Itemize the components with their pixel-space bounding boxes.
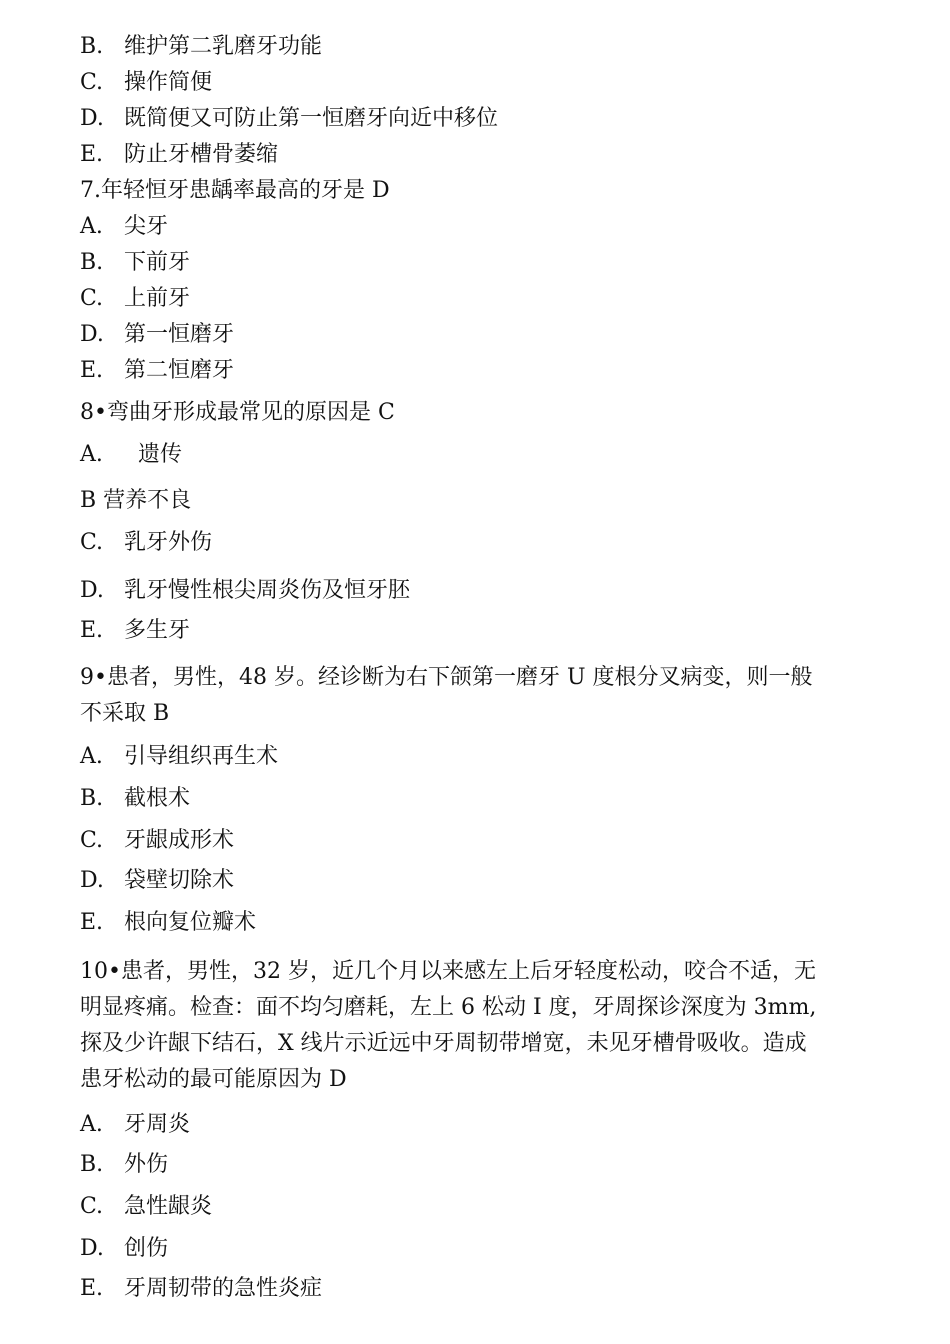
question-text: 不采取 B xyxy=(80,701,170,726)
option-line xyxy=(80,68,212,98)
option-line xyxy=(80,486,191,516)
question-10 xyxy=(80,954,875,1098)
option-letter: B. xyxy=(80,786,104,811)
option-text: 外伤 xyxy=(124,1152,169,1177)
option-letter: E. xyxy=(80,142,104,167)
option-line xyxy=(80,284,190,314)
option-line xyxy=(80,140,278,170)
option-letter: A. xyxy=(80,442,103,467)
option-line xyxy=(80,576,410,606)
option-line xyxy=(80,440,182,470)
question-8 xyxy=(80,398,395,428)
option-line xyxy=(80,320,234,350)
option-letter: B. xyxy=(80,34,104,59)
option-letter: C. xyxy=(80,530,104,555)
option-line xyxy=(80,1234,168,1264)
option-letter: C. xyxy=(80,286,104,311)
option-text: 既简便又可防止第一恒磨牙向近中移位 xyxy=(124,106,499,131)
question-text: 10•患者，男性，32 岁，近几个月以来感左上后牙轻度松动，咬合不适，无 xyxy=(80,959,816,984)
option-line xyxy=(80,1274,322,1304)
option-text: 操作简便 xyxy=(124,70,213,95)
option-letter: B. xyxy=(80,1152,104,1177)
option-line xyxy=(80,784,190,814)
question-text: 患牙松动的最可能原因为 D xyxy=(80,1067,347,1092)
option-letter: D. xyxy=(80,322,104,347)
option-letter: E. xyxy=(80,1276,104,1301)
option-letter: E. xyxy=(80,910,104,935)
option-line xyxy=(80,248,190,278)
question-9 xyxy=(80,660,875,732)
option-text: 根向复位瓣术 xyxy=(124,910,257,935)
option-letter: A. xyxy=(80,214,103,239)
option-text: 乳牙慢性根尖周炎伤及恒牙胚 xyxy=(124,578,411,603)
option-text: 第一恒磨牙 xyxy=(124,322,235,347)
option-letter: D. xyxy=(80,106,104,131)
option-line xyxy=(80,104,498,134)
option-text: 急性龈炎 xyxy=(124,1194,213,1219)
question-text: 明显疼痛。检查：面不均匀磨耗，左上 6 松动 I 度，牙周探诊深度为 3mm, xyxy=(80,995,817,1020)
option-letter: E. xyxy=(80,358,104,383)
option-line xyxy=(80,742,278,772)
option-text: 第二恒磨牙 xyxy=(124,358,235,383)
option-text: 上前牙 xyxy=(124,286,191,311)
question-7 xyxy=(80,176,390,206)
option-text: 下前牙 xyxy=(124,250,191,275)
option-text: B 营养不良 xyxy=(80,488,192,513)
option-text: 引导组织再生术 xyxy=(124,744,279,769)
option-line xyxy=(80,1150,168,1180)
option-line xyxy=(80,212,168,242)
option-text: 多生牙 xyxy=(124,618,191,643)
option-letter: E. xyxy=(80,618,104,643)
question-text: 7.年轻恒牙患龋率最高的牙是 D xyxy=(80,178,390,203)
option-line xyxy=(80,908,256,938)
option-letter: D. xyxy=(80,1236,104,1261)
option-line xyxy=(80,32,322,62)
option-letter: B. xyxy=(80,250,104,275)
option-text: 创伤 xyxy=(124,1236,169,1261)
option-letter: C. xyxy=(80,70,104,95)
option-text: 牙龈成形术 xyxy=(124,828,235,853)
option-letter: D. xyxy=(80,578,104,603)
option-letter: A. xyxy=(80,744,103,769)
option-text: 维护第二乳磨牙功能 xyxy=(124,34,323,59)
option-text: 袋壁切除术 xyxy=(124,868,235,893)
option-text: 截根术 xyxy=(124,786,191,811)
option-line xyxy=(80,356,234,386)
option-letter: C. xyxy=(80,828,104,853)
option-text: 牙周炎 xyxy=(124,1112,191,1137)
option-line xyxy=(80,826,234,856)
option-line xyxy=(80,528,212,558)
option-text: 乳牙外伤 xyxy=(124,530,213,555)
option-text: 牙周韧带的急性炎症 xyxy=(124,1276,323,1301)
question-text: 9•患者，男性，48 岁。经诊断为右下颌第一磨牙 U 度根分叉病变，则一般 xyxy=(80,665,813,690)
option-line xyxy=(80,1110,190,1140)
option-letter: C. xyxy=(80,1194,104,1219)
option-text: 防止牙槽骨萎缩 xyxy=(124,142,279,167)
option-letter: A. xyxy=(80,1112,103,1137)
question-text: 探及少许龈下结石，X 线片示近远中牙周韧带增宽，未见牙槽骨吸收。造成 xyxy=(80,1031,807,1056)
question-text: 8•弯曲牙形成最常见的原因是 C xyxy=(80,400,395,425)
option-letter: D. xyxy=(80,868,104,893)
option-line xyxy=(80,616,190,646)
option-text: 尖牙 xyxy=(124,214,169,239)
option-text: 遗传 xyxy=(138,442,183,467)
option-line xyxy=(80,1192,212,1222)
option-line xyxy=(80,866,234,896)
